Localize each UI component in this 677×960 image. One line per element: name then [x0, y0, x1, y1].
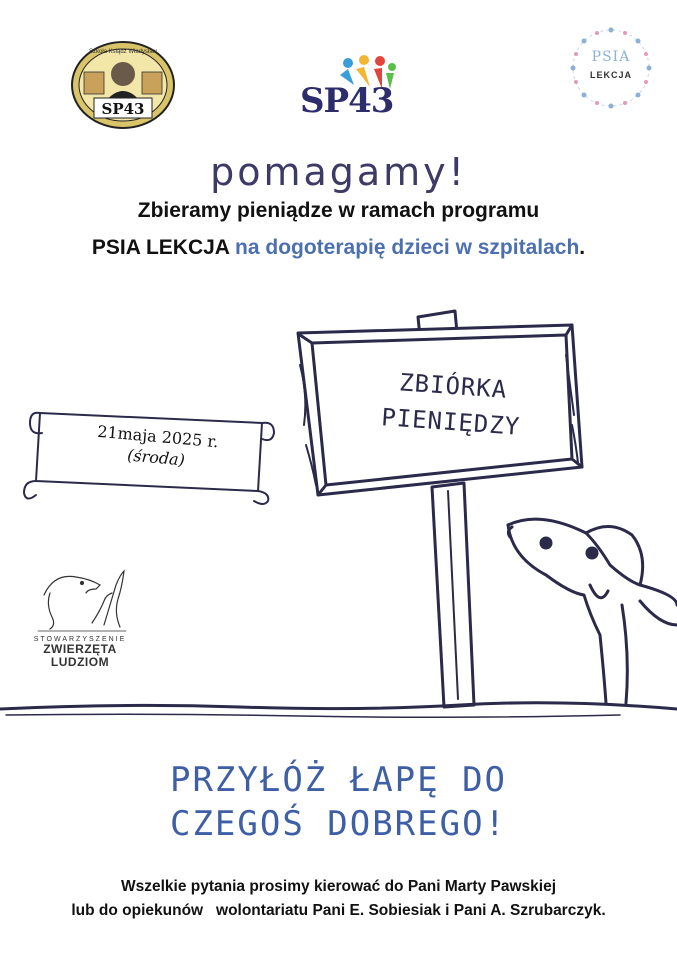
school-seal-arc: Szkoła Ksiądz Władysław — [88, 49, 158, 55]
association-line-1: ZWIERZĘTA — [43, 642, 117, 656]
program-name: PSIA LEKCJA — [91, 236, 230, 259]
sp43-brand-text: SP43 — [300, 81, 394, 121]
association-name — [24, 636, 136, 669]
slogan-line-1: PRZYŁÓŻ ŁAPĘ DO — [169, 760, 508, 800]
page-headline: pomagamy! — [210, 150, 467, 194]
intro-line-1: Zbieramy pieniądze w ramach programu — [137, 199, 540, 222]
sign-line-1: ZBIÓRKA — [398, 368, 509, 404]
psia-badge-subtitle: LEKCJA — [589, 70, 632, 80]
intro-line-2 — [0, 236, 677, 260]
school-seal-logo — [70, 40, 176, 130]
program-goal: na dogoterapię dzieci w szpitalach — [229, 236, 580, 259]
association-prefix: STOWARZYSZENIE — [33, 636, 127, 643]
sign-board-text — [350, 361, 555, 447]
intro-line-2-end: . — [579, 236, 586, 259]
psia-badge-title: PSIA — [591, 49, 631, 65]
event-date: 21maja 2025 r. — [96, 421, 220, 452]
contact-line-1: Wszelkie pytania prosimy kierować do Pani Marty Pawskiej — [120, 878, 557, 895]
psia-lekcja-badge — [568, 25, 654, 111]
slogan-line-2: CZEGOŚ DOBREGO! — [169, 804, 508, 844]
contact-info — [0, 875, 677, 923]
sp43-brand-logo — [298, 55, 414, 121]
contact-line-2: lub do opiekunów wolontariatu Pani E. Sobiesiak i Pani A. Szrubarczyk. — [71, 902, 606, 919]
school-seal-text: SP43 — [101, 100, 145, 118]
slogan — [0, 758, 677, 846]
event-weekday: (środa) — [126, 445, 186, 470]
association-line-2: LUDZIOM — [50, 655, 110, 669]
sign-line-2: PIENIĘDZY — [380, 403, 522, 441]
